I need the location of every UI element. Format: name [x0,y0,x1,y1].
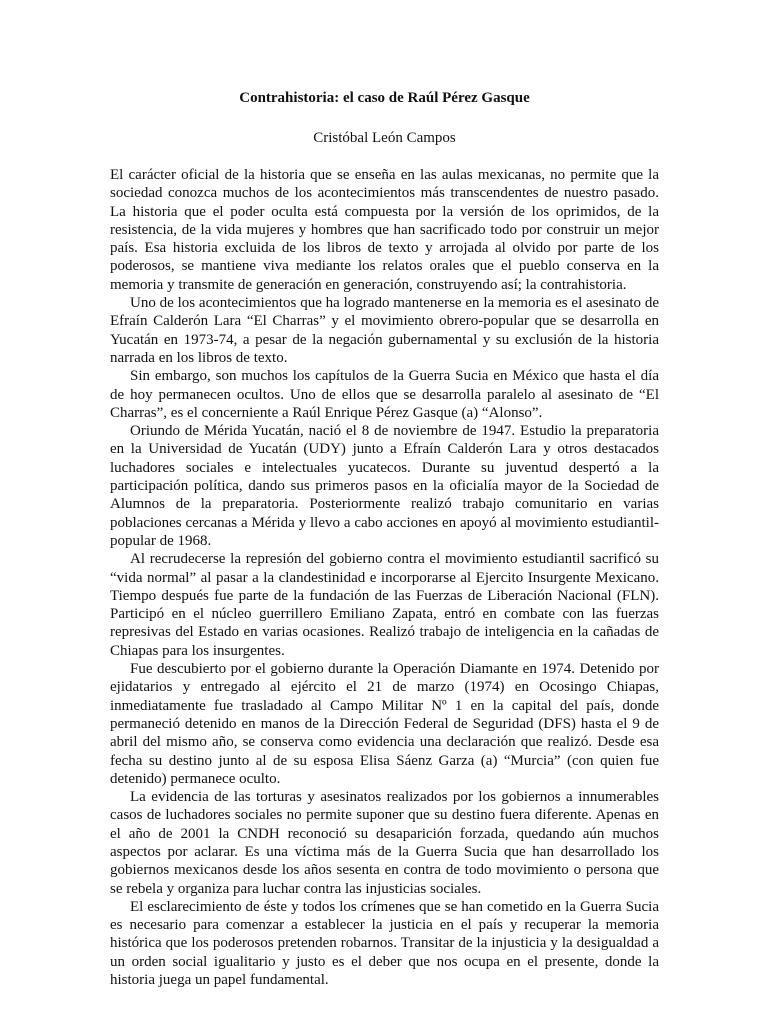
paragraph: Al recrudecerse la represión del gobierno contra el movimiento estudiantil sacrificó su “vida normal” al pasar a la clandestinidad e incorporarse al Ejercito Insurgente Mexicano. Tiempo después fue parte de la fundación de las Fuerzas de Liberación Nacional (FLN). Participó en el núcleo guerrillero Emiliano Zapata, entró en combate con las fuerzas represivas del Estado en varias ocasiones. Realizó trabajo de inteligencia en la cañadas de Chiapas para los insurgentes. [110,551,659,659]
paragraph: Sin embargo, son muchos los capítulos de la Guerra Sucia en México que hasta el día de hoy permanecen ocultos. Uno de ellos que se desarrolla paralelo al asesinato de “El Charras”, es el concerniente a Raúl Enrique Pérez Gasque (a) “Alonso”. [110,368,659,421]
paragraph: Uno de los acontecimientos que ha logrado mantenerse en la memoria es el asesinato de Efraín Calderón Lara “El Charras” y el movimiento obrero-popular que se desarrolla en Yucatán en 1973-74, a pesar de la negación gubernamental y su exclusión de la historia narrada en los libros de texto. [110,295,659,366]
paragraph: La evidencia de las torturas y asesinatos realizados por los gobiernos a innumerables casos de luchadores sociales no permite suponer que su destino fuera diferente. Apenas en el año de 2001 la CNDH reconoció su desaparición forzada, quedando aún muchos aspectos por aclarar. Es una víctima más de la Guerra Sucia que han desarrollado los gobiernos mexicanos desde los años sesenta en contra de todo movimiento o persona que se rebela y organiza para luchar contra las injusticias sociales. [110,789,659,897]
paragraph: Fue descubierto por el gobierno durante la Operación Diamante en 1974. Detenido por ejidatarios y entregado al ejército el 21 de marzo (1974) en Ocosingo Chiapas, inmediatamente fue trasladado al Campo Militar Nº 1 en la capital del país, donde permaneció detenido en manos de la Dirección Federal de Seguridad (DFS) hasta el 9 de abril del mismo año, se conserva como evidencia una declaración que realizó. Desde esa fecha su destino junto al de su esposa Elisa Sáenz Garza (a) “Murcia” (con quien fue detenido) permanece oculto. [110,661,659,787]
paragraph: El carácter oficial de la historia que se enseña en las aulas mexicanas, no permite que la sociedad conozca muchos de los acontecimientos más transcendentes de nuestro pasado. La historia que el poder oculta está compuesta por la versión de los oprimidos, de la resistencia, de la vida mujeres y hombres que han sacrificado todo por construir un mejor país. Esa historia excluida de los libros de texto y arrojada al olvido por parte de los poderosos, se mantiene viva mediante los relatos orales que el pueblo conserva en la memoria y transmite de generación en generación, construyendo así; la contrahistoria. [110,167,659,293]
document-title: Contrahistoria: el caso de Raúl Pérez Gasque [239,90,530,106]
paragraph: El esclarecimiento de éste y todos los crímenes que se han cometido en la Guerra Sucia es necesario para comenzar a establecer la justicia en el país y recuperar la memoria histórica que los poderosos pretenden robarnos. Transitar de la injusticia y la desigualdad a un orden social igualitario y justo es el deber que nos ocupa en el presente, donde la historia juega un papel fundamental. [110,898,659,989]
document-author: Cristóbal León Campos [313,130,456,146]
document-page [110,88,659,989]
paragraph: Oriundo de Mérida Yucatán, nació el 8 de noviembre de 1947. Estudio la preparatoria en la Universidad de Yucatán (UDY) junto a Efraín Calderón Lara y otros destacados luchadores sociales e intelectuales yucatecos. Durante su juventud despertó a la participación política, dando sus primeros pasos en la oficialía mayor de la Sociedad de Alumnos de la preparatoria. Posteriormente realizó trabajo comunitario en varias poblaciones cercanas a Mérida y llevo a cabo acciones en apoyó al movimiento estudiantil-popular de 1968. [110,423,659,549]
document-body [110,166,659,989]
